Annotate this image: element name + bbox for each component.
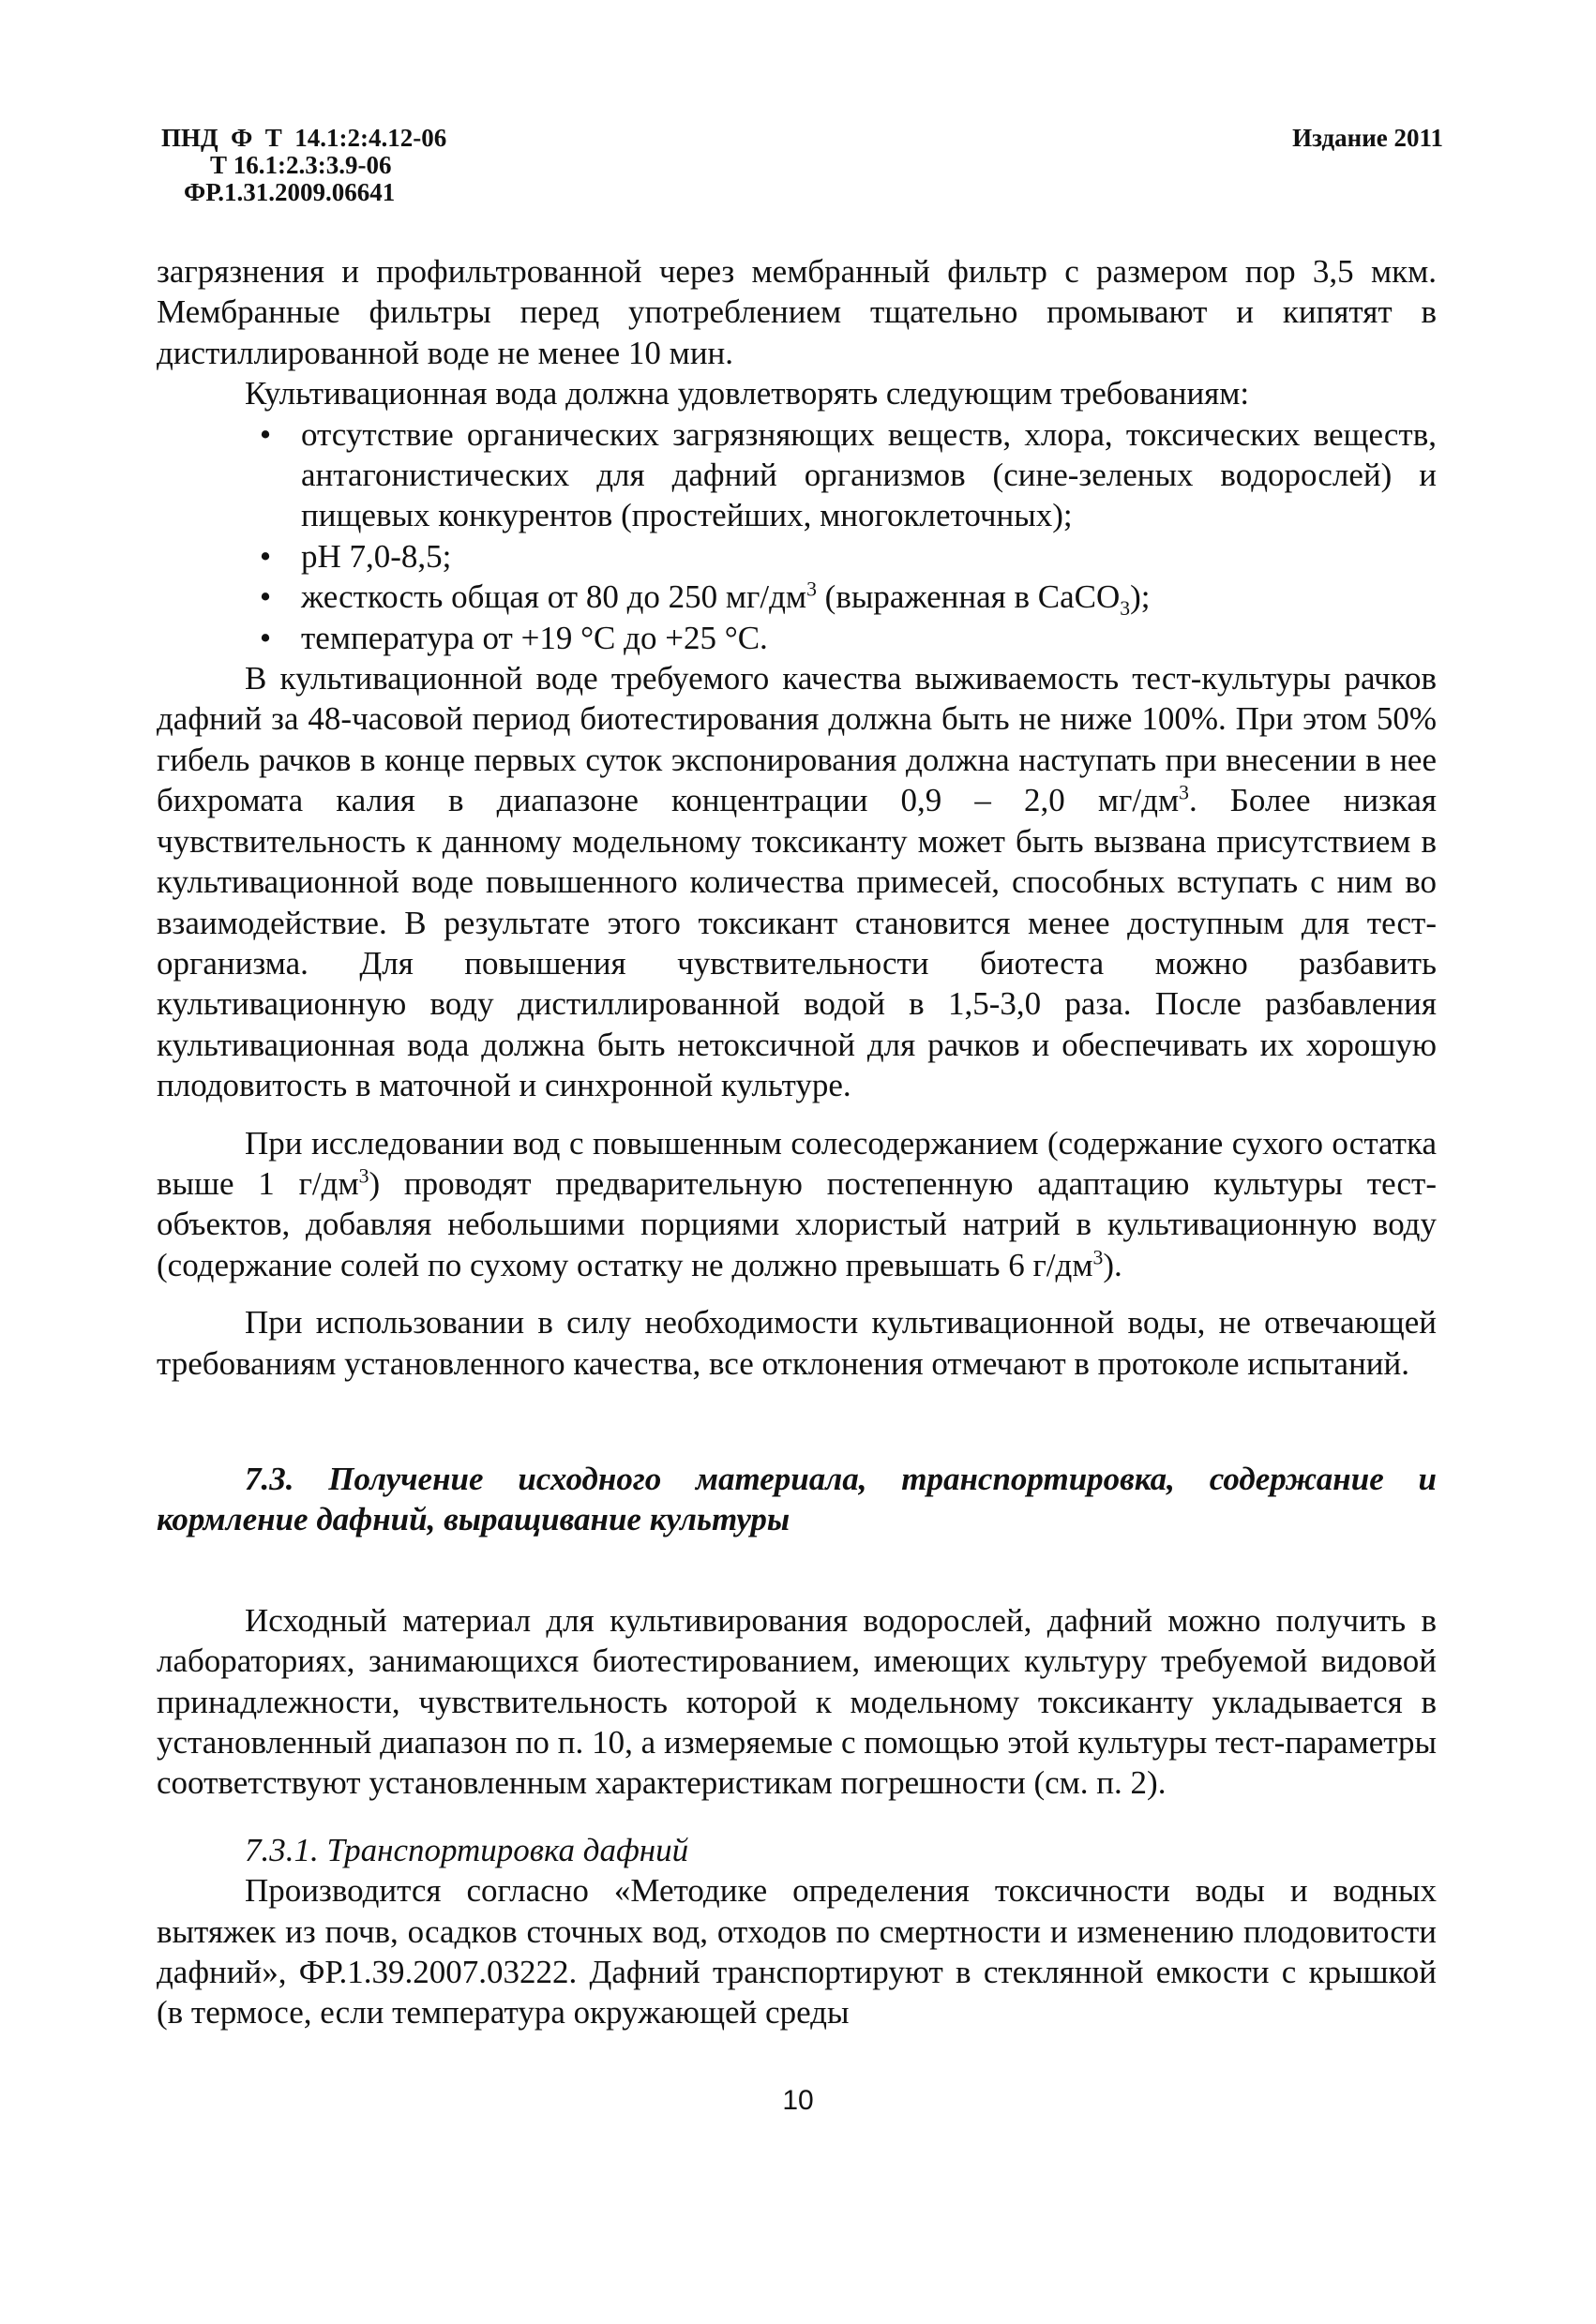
document-code-line-2: Т 16.1:2.3:3.9-06 (210, 151, 392, 179)
requirement-text: ); (1130, 578, 1151, 616)
bullet-icon: • (259, 537, 272, 575)
requirement-item (157, 618, 1437, 658)
text-run: . Более низкая чувствительность к данному модельному токсиканту может быть вызвана присутствием в культивационной воде повышенного количества примесей, способных вступать с ним во взаимодействие. В результате этого токсикант становится менее доступным для тест-организма. Для повышения чувствительности биотеста можно разбавить культивационную воду дистиллированной водой в 1,5-3,0 раза. После разбавления культивационная вода должна быть нетоксичной для рачков и обеспечивать их хорошую плодовитость в маточной и синхронной культуре. (157, 782, 1437, 1104)
paragraph-requirements-intro: Культивационная вода должна удовлетворять следующим требованиям: (245, 375, 1250, 412)
requirement-item (157, 577, 1437, 621)
document-body (157, 251, 1437, 2033)
superscript: 3 (1092, 1246, 1104, 1269)
paragraph-membrane-filter: загрязнения и профильтрованной через мембранный фильтр с размером пор 3,5 мкм. Мембранные фильтры перед употреблением тщательно промывают и кипятят в дистиллированной воде не менее 10 мин. (157, 253, 1437, 371)
paragraph-deviations: При использовании в силу необходимости культивационной воды, не отвечающей требованиям установленного качества, все отклонения отмечают в протоколе испытаний. (157, 1304, 1437, 1382)
edition-label: Издание 2011 (1292, 124, 1443, 152)
bullet-icon: • (259, 415, 272, 453)
page-number: 10 (782, 2085, 814, 2116)
subsection-heading: 7.3.1. Транспортировка дафний (245, 1831, 689, 1868)
subscript: 3 (1120, 597, 1131, 621)
superscript: 3 (1179, 781, 1189, 804)
text-run: При исследовании вод с повышенным солесодержанием (содержание сухого остатка выше 1 г/дм (157, 1124, 1437, 1202)
text-run: ). (1103, 1246, 1122, 1283)
requirement-text: жесткость общая от 80 до 250 мг/дм (301, 578, 807, 616)
document-code-line-3: ФР.1.31.2009.06641 (184, 178, 396, 206)
requirement-text: отсутствие органических загрязняющих веществ, хлора, токсических веществ, антагонистических для дафний организмов (сине-зеленых водорослей) и пищевых конкурентов (простейших, многоклеточных); (301, 415, 1437, 534)
requirement-text: (выраженная в СаСО (816, 578, 1121, 616)
requirement-text: температура от +19 °С до +25 °С. (301, 619, 768, 656)
section-heading: 7.3. Получение исходного материала, транспортировка, содержание и кормление дафний, выращивание культуры (157, 1460, 1437, 1538)
text-run: В культивационной воде требуемого качества выживаемость тест-культуры рачков дафний за 48-часовой период биотестирования должна быть не ниже 100%. При этом 50% гибель рачков в конце первых суток экспонирования должна наступать при внесении в нее бихромата калия в диапазоне концентрации 0,9 – 2,0 мг/дм (157, 660, 1437, 819)
requirement-item (157, 414, 1437, 536)
document-code-line-1: ПНД Ф Т 14.1:2:4.12-06 (161, 124, 447, 152)
bullet-icon: • (259, 578, 272, 616)
requirements-list (157, 414, 1437, 658)
paragraph-salinity (157, 1123, 1437, 1286)
superscript: 3 (806, 577, 817, 601)
requirement-item (157, 536, 1437, 577)
paragraph-survival-rate (157, 658, 1437, 1105)
text-run: ) проводят предварительную постепенную адаптацию культуры тест-объектов, добавляя небольшими порциями хлористый натрий в культивационную воду (содержание солей по сухому остатку не должно превышать 6 г/дм (157, 1164, 1437, 1283)
superscript: 3 (358, 1164, 369, 1188)
requirement-text: рН 7,0-8,5; (301, 537, 452, 575)
paragraph-source-material: Исходный материал для культивирования водорослей, дафний можно получить в лабораториях, занимающихся биотестированием, имеющих культуру требуемой видовой принадлежности, чувствительность которой к модельному токсиканту укладывается в установленный диапазон по п. 10, а измеряемые с помощью этой культуры тест-параметры соответствуют установленным характеристикам погрешности (см. п. 2). (157, 1601, 1437, 1802)
paragraph-transport: Производится согласно «Методике определения токсичности воды и водных вытяжек из почв, осадков сточных вод, отходов по смертности и изменению плодовитости дафний», ФР.1.39.2007.03222. Дафний транспортируют в стеклянной емкости с крышкой (в термосе, если температура окружающей среды (157, 1872, 1437, 2032)
document-code-block (161, 125, 446, 206)
bullet-icon: • (259, 619, 272, 656)
